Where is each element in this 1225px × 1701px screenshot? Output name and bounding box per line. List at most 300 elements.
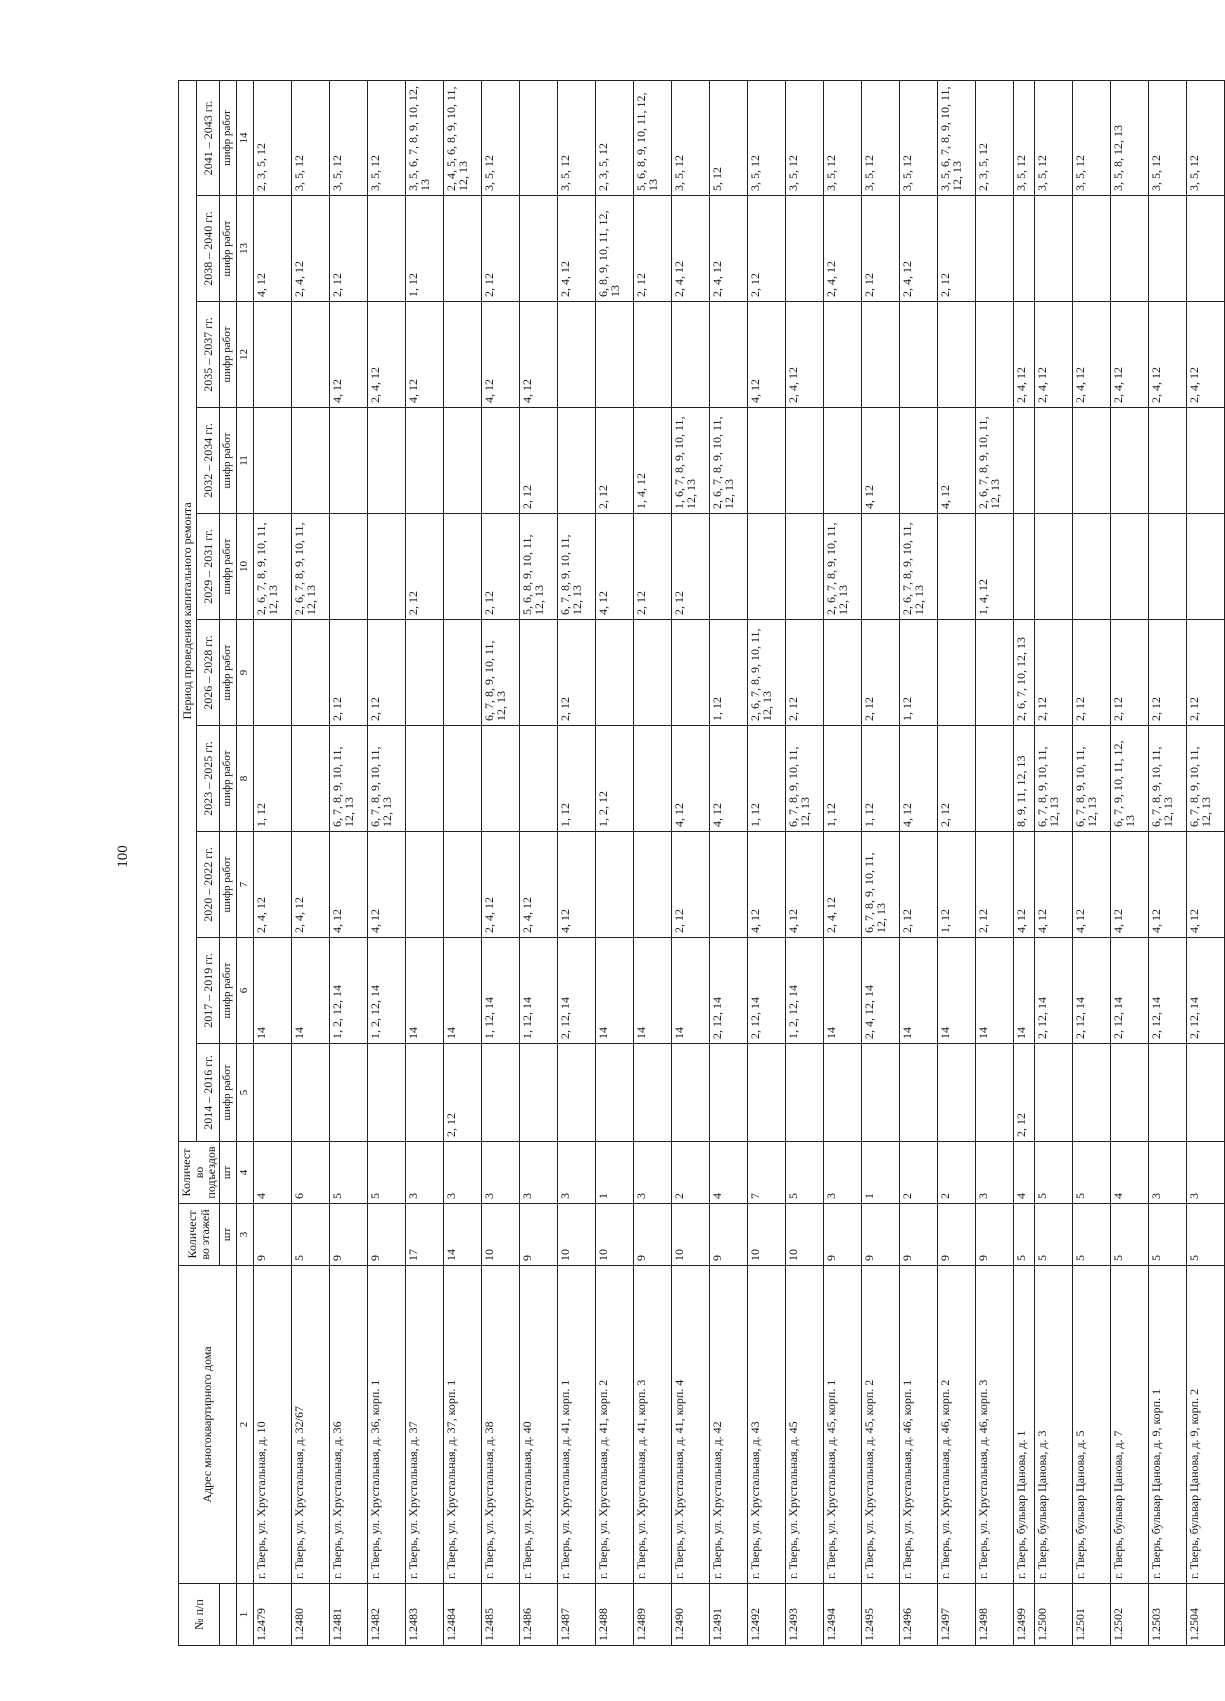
unit-work-code: шифр работ [219,80,236,195]
row-period-4-codes: 6, 7, 8, 9, 10, 11, 12, 13 [1072,726,1110,832]
row-period-9-codes [975,196,1013,302]
row-address: г. Тверь, бульвар Цанова, д. 9, корп. 1 [1148,1266,1186,1584]
row-period-10-codes: 3, 5, 12 [329,80,367,195]
row-period-8-codes [671,302,709,408]
row-period-1-codes [899,1044,937,1142]
row-period-3-codes [443,832,481,938]
row-address: г. Тверь, ул. Хрустальная, д. 41, корп. 2 [595,1266,633,1584]
row-address: г. Тверь, ул. Хрустальная, д. 38 [481,1266,519,1584]
row-period-3-codes: 2, 4, 12 [823,832,861,938]
row-period-10-codes: 3, 5, 12 [367,80,405,195]
table-row [405,80,443,1645]
row-period-1-codes [709,1044,747,1142]
row-number: 1.2498 [975,1584,1013,1646]
row-period-2-codes: 1, 12, 14 [481,938,519,1044]
row-period-7-codes [899,408,937,514]
row-number: 1.2499 [1013,1584,1034,1646]
row-period-4-codes: 6, 7, 8, 9, 10, 11, 12, 13 [1148,726,1186,832]
row-period-1-codes [823,1044,861,1142]
rotated-table-wrapper [178,81,1218,1646]
row-floors: 9 [937,1204,975,1266]
row-period-8-codes [937,302,975,408]
row-period-5-codes: 2, 12 [1186,620,1224,726]
row-period-2-codes: 2, 12, 14 [709,938,747,1044]
row-period-3-codes: 2, 4, 12 [481,832,519,938]
row-address: г. Тверь, ул. Хрустальная, д. 41, корп. 3 [633,1266,671,1584]
column-number: 12 [236,302,253,408]
row-entrances: 5 [1072,1142,1110,1204]
row-number: 1.2493 [785,1584,823,1646]
row-period-4-codes: 4, 12 [899,726,937,832]
row-period-5-codes: 2, 12 [1110,620,1148,726]
row-period-3-codes: 2, 12 [671,832,709,938]
row-period-5-codes: 2, 6, 7, 10, 12, 13 [1013,620,1034,726]
row-period-9-codes: 2, 12 [481,196,519,302]
unit-work-code: шифр работ [219,938,236,1044]
row-floors: 10 [785,1204,823,1266]
row-period-6-codes [709,514,747,620]
unit-work-code: шифр работ [219,620,236,726]
header-period-3: 2020 – 2022 гг. [197,832,220,938]
row-period-7-codes [1148,408,1186,514]
row-period-2-codes: 14 [975,938,1013,1044]
row-address: г. Тверь, ул. Хрустальная, д. 37, корп. 1 [443,1266,481,1584]
row-period-4-codes [481,726,519,832]
row-period-9-codes [1072,196,1110,302]
row-entrances: 3 [557,1142,595,1204]
row-period-8-codes: 2, 4, 12 [785,302,823,408]
row-period-3-codes: 2, 4, 12 [519,832,557,938]
row-period-1-codes [937,1044,975,1142]
table-row [1013,80,1034,1645]
row-period-6-codes [1072,514,1110,620]
row-period-7-codes [291,408,329,514]
row-period-4-codes: 6, 7, 8, 9, 10, 11, 12, 13 [1034,726,1072,832]
row-period-10-codes: 3, 5, 8, 12, 13 [1110,80,1148,195]
row-period-5-codes [823,620,861,726]
row-entrances: 3 [443,1142,481,1204]
row-period-5-codes: 1, 12 [899,620,937,726]
row-address: г. Тверь, ул. Хрустальная, д. 36 [329,1266,367,1584]
row-period-10-codes: 3, 5, 12 [1186,80,1224,195]
row-period-1-codes [785,1044,823,1142]
row-number: 1.2488 [595,1584,633,1646]
row-period-1-codes [367,1044,405,1142]
row-address: г. Тверь, ул. Хрустальная, д. 46, корп. 1 [899,1266,937,1584]
row-period-9-codes: 2, 4, 12 [709,196,747,302]
row-period-1-codes [253,1044,291,1142]
row-period-3-codes: 4, 12 [1148,832,1186,938]
row-address: г. Тверь, ул. Хрустальная, д. 10 [253,1266,291,1584]
table-row [1148,80,1186,1645]
row-period-4-codes: 1, 12 [253,726,291,832]
column-number: 8 [236,726,253,832]
unit-num-empty [219,1584,236,1646]
row-floors: 9 [633,1204,671,1266]
row-period-10-codes: 3, 5, 12 [1013,80,1034,195]
row-floors: 9 [253,1204,291,1266]
row-address: г. Тверь, ул. Хрустальная, д. 45, корп. 1 [823,1266,861,1584]
row-period-10-codes: 3, 5, 12 [481,80,519,195]
row-period-8-codes: 4, 12 [329,302,367,408]
row-period-2-codes: 1, 2, 12, 14 [785,938,823,1044]
row-period-1-codes [595,1044,633,1142]
row-period-2-codes: 2, 4, 12, 14 [861,938,899,1044]
row-period-7-codes [785,408,823,514]
row-period-7-codes [253,408,291,514]
row-period-5-codes [253,620,291,726]
row-period-4-codes: 8, 9, 11, 12, 13 [1013,726,1034,832]
row-period-6-codes: 2, 6, 7, 8, 9, 10, 11, 12, 13 [291,514,329,620]
row-period-5-codes [405,620,443,726]
row-period-2-codes: 2, 12, 14 [747,938,785,1044]
row-period-6-codes: 2, 12 [633,514,671,620]
column-number: 14 [236,80,253,195]
row-number: 1.2497 [937,1584,975,1646]
row-period-7-codes [1072,408,1110,514]
row-number: 1.2504 [1186,1584,1224,1646]
unit-work-code: шифр работ [219,408,236,514]
row-period-6-codes: 2, 12 [671,514,709,620]
row-address: г. Тверь, бульвар Цанова, д. 7 [1110,1266,1148,1584]
row-period-6-codes [747,514,785,620]
row-period-10-codes: 3, 5, 12 [1148,80,1186,195]
row-number: 1.2480 [291,1584,329,1646]
row-period-4-codes: 1, 12 [557,726,595,832]
row-period-7-codes [747,408,785,514]
row-entrances: 2 [671,1142,709,1204]
row-address: г. Тверь, ул. Хрустальная, д. 46, корп. 3 [975,1266,1013,1584]
row-number: 1.2489 [633,1584,671,1646]
table-row [1186,80,1224,1645]
row-period-3-codes: 4, 12 [1110,832,1148,938]
row-period-6-codes: 2, 12 [481,514,519,620]
unit-floors: шт [219,1204,236,1266]
row-period-9-codes: 2, 4, 12 [557,196,595,302]
row-entrances: 6 [291,1142,329,1204]
table-row [861,80,899,1645]
row-floors: 10 [671,1204,709,1266]
table-row [1072,80,1110,1645]
row-number: 1.2491 [709,1584,747,1646]
row-period-6-codes [785,514,823,620]
row-period-3-codes: 4, 12 [1034,832,1072,938]
row-period-3-codes [595,832,633,938]
row-period-9-codes: 2, 12 [633,196,671,302]
row-period-6-codes: 2, 6, 7, 8, 9, 10, 11, 12, 13 [253,514,291,620]
row-period-7-codes [1110,408,1148,514]
row-period-1-codes [405,1044,443,1142]
row-address: г. Тверь, ул. Хрустальная, д. 40 [519,1266,557,1584]
column-number: 11 [236,408,253,514]
table-row [595,80,633,1645]
column-number: 3 [236,1204,253,1266]
row-floors: 9 [709,1204,747,1266]
row-period-2-codes: 2, 12, 14 [1110,938,1148,1044]
row-period-4-codes: 1, 12 [861,726,899,832]
row-entrances: 5 [329,1142,367,1204]
column-number: 4 [236,1142,253,1204]
row-period-8-codes: 4, 12 [519,302,557,408]
row-period-1-codes [329,1044,367,1142]
row-period-5-codes: 2, 12 [1072,620,1110,726]
unit-work-code: шифр работ [219,726,236,832]
row-entrances: 2 [899,1142,937,1204]
row-period-6-codes [1110,514,1148,620]
row-period-7-codes [367,408,405,514]
row-period-9-codes: 1, 12 [405,196,443,302]
row-number: 1.2485 [481,1584,519,1646]
row-period-8-codes [975,302,1013,408]
row-number: 1.2487 [557,1584,595,1646]
row-number: 1.2479 [253,1584,291,1646]
row-period-6-codes: 2, 6, 7, 8, 9, 10, 11, 12, 13 [899,514,937,620]
row-period-8-codes: 2, 4, 12 [1034,302,1072,408]
row-period-9-codes: 2, 4, 12 [823,196,861,302]
row-period-2-codes: 14 [633,938,671,1044]
row-period-1-codes [671,1044,709,1142]
row-address: г. Тверь, бульвар Цанова, д. 9, корп. 2 [1186,1266,1224,1584]
row-period-3-codes [405,832,443,938]
row-period-2-codes: 2, 12, 14 [1186,938,1224,1044]
table-row [329,80,367,1645]
row-floors: 9 [861,1204,899,1266]
row-number: 1.2484 [443,1584,481,1646]
row-address: г. Тверь, ул. Хрустальная, д. 45 [785,1266,823,1584]
row-period-9-codes [785,196,823,302]
column-number: 2 [236,1266,253,1584]
row-period-10-codes: 2, 3, 5, 12 [253,80,291,195]
row-period-5-codes: 2, 12 [557,620,595,726]
unit-work-code: шифр работ [219,196,236,302]
row-period-7-codes: 2, 12 [519,408,557,514]
row-entrances: 3 [1186,1142,1224,1204]
row-period-1-codes [557,1044,595,1142]
header-period-1: 2014 – 2016 гг. [197,1044,220,1142]
table-row [937,80,975,1645]
unit-entrances: шт [219,1142,236,1204]
row-address: г. Тверь, бульвар Цанова, д. 1 [1013,1266,1034,1584]
row-floors: 5 [1148,1204,1186,1266]
row-period-2-codes: 14 [405,938,443,1044]
row-period-5-codes: 6, 7, 8, 9, 10, 11, 12, 13 [481,620,519,726]
row-floors: 14 [443,1204,481,1266]
header-period-5: 2026 – 2028 гг. [197,620,220,726]
row-period-9-codes [443,196,481,302]
row-period-3-codes: 4, 12 [329,832,367,938]
row-floors: 5 [1034,1204,1072,1266]
row-period-4-codes: 1, 12 [747,726,785,832]
row-period-3-codes: 4, 12 [1013,832,1034,938]
row-period-9-codes: 2, 12 [329,196,367,302]
row-floors: 17 [405,1204,443,1266]
row-address: г. Тверь, ул. Хрустальная, д. 37 [405,1266,443,1584]
row-period-10-codes [519,80,557,195]
row-period-4-codes: 2, 12 [937,726,975,832]
row-floors: 5 [1110,1204,1148,1266]
row-period-2-codes: 2, 12, 14 [1034,938,1072,1044]
row-entrances: 7 [747,1142,785,1204]
header-num: № п/п [179,1584,220,1646]
row-period-1-codes [861,1044,899,1142]
row-period-1-codes [1110,1044,1148,1142]
row-entrances: 3 [1148,1142,1186,1204]
header-period-group: Период проведения капитального ремонта [179,80,197,1141]
table-row [481,80,519,1645]
row-period-1-codes [747,1044,785,1142]
row-period-3-codes: 4, 12 [367,832,405,938]
row-period-4-codes: 6, 7, 9, 10, 11, 12, 13 [1110,726,1148,832]
header-floors: Количество этажей [179,1204,220,1266]
unit-work-code: шифр работ [219,1044,236,1142]
row-period-5-codes: 2, 12 [329,620,367,726]
row-entrances: 3 [481,1142,519,1204]
header-period-4: 2023 – 2025 гг. [197,726,220,832]
page-number: 100 [114,845,131,868]
row-period-3-codes: 4, 12 [785,832,823,938]
row-period-10-codes: 3, 5, 12 [861,80,899,195]
row-period-6-codes [937,514,975,620]
row-period-2-codes: 2, 12, 14 [1148,938,1186,1044]
row-period-6-codes [1148,514,1186,620]
row-period-10-codes: 3, 5, 12 [785,80,823,195]
row-period-8-codes: 2, 4, 12 [1110,302,1148,408]
row-period-2-codes: 14 [443,938,481,1044]
row-address: г. Тверь, ул. Хрустальная, д. 41, корп. 4 [671,1266,709,1584]
header-period-2: 2017 – 2019 гг. [197,938,220,1044]
row-period-2-codes: 14 [899,938,937,1044]
row-number: 1.2496 [899,1584,937,1646]
row-period-6-codes [367,514,405,620]
row-entrances: 3 [633,1142,671,1204]
row-address: г. Тверь, ул. Хрустальная, д. 46, корп. 2 [937,1266,975,1584]
row-period-4-codes [975,726,1013,832]
row-period-9-codes: 2, 12 [937,196,975,302]
row-period-3-codes [709,832,747,938]
header-period-8: 2035 – 2037 гг. [197,302,220,408]
table-row [785,80,823,1645]
row-period-1-codes [481,1044,519,1142]
row-period-5-codes [671,620,709,726]
row-number: 1.2492 [747,1584,785,1646]
row-period-4-codes [291,726,329,832]
row-period-4-codes: 6, 7, 8, 9, 10, 11, 12, 13 [367,726,405,832]
row-period-2-codes: 2, 12, 14 [557,938,595,1044]
row-period-3-codes [633,832,671,938]
row-floors: 9 [899,1204,937,1266]
row-period-7-codes: 4, 12 [861,408,899,514]
row-floors: 10 [595,1204,633,1266]
row-number: 1.2482 [367,1584,405,1646]
row-period-9-codes [1186,196,1224,302]
row-entrances: 5 [367,1142,405,1204]
row-period-9-codes: 2, 4, 12 [291,196,329,302]
row-period-9-codes: 2, 4, 12 [899,196,937,302]
header-period-10: 2041 – 2043 гг. [197,80,220,195]
row-period-7-codes: 4, 12 [937,408,975,514]
row-entrances: 3 [519,1142,557,1204]
row-period-7-codes: 2, 6, 7, 8, 9, 10, 11, 12, 13 [709,408,747,514]
row-period-8-codes: 4, 12 [405,302,443,408]
table-row [1034,80,1072,1645]
row-period-4-codes: 6, 7, 8, 9, 10, 11, 12, 13 [785,726,823,832]
row-period-6-codes [861,514,899,620]
header-period-7: 2032 – 2034 гг. [197,408,220,514]
row-address: г. Тверь, ул. Хрустальная, д. 45, корп. 2 [861,1266,899,1584]
row-period-4-codes [443,726,481,832]
row-number: 1.2483 [405,1584,443,1646]
row-period-8-codes [899,302,937,408]
row-period-1-codes [633,1044,671,1142]
row-period-2-codes: 1, 12, 14 [519,938,557,1044]
table-row [291,80,329,1645]
table-row [709,80,747,1645]
row-floors: 9 [519,1204,557,1266]
header-address: Адрес многоквартирного дома [179,1266,237,1584]
row-period-4-codes [519,726,557,832]
row-number: 1.2494 [823,1584,861,1646]
row-period-8-codes: 4, 12 [747,302,785,408]
row-period-10-codes: 3, 5, 12 [291,80,329,195]
row-period-2-codes: 2, 12, 14 [1072,938,1110,1044]
row-period-8-codes: 2, 4, 12 [1072,302,1110,408]
row-period-2-codes: 14 [595,938,633,1044]
column-number: 9 [236,620,253,726]
table-row [975,80,1013,1645]
row-period-3-codes: 2, 12 [899,832,937,938]
row-period-3-codes: 4, 12 [747,832,785,938]
row-period-1-codes: 2, 12 [1013,1044,1034,1142]
row-period-5-codes: 2, 6, 7, 8, 9, 10, 11, 12, 13 [747,620,785,726]
row-period-1-codes [1186,1044,1224,1142]
table-row [367,80,405,1645]
row-period-10-codes: 2, 3, 5, 12 [975,80,1013,195]
row-entrances: 4 [709,1142,747,1204]
row-period-4-codes: 4, 12 [671,726,709,832]
row-period-8-codes [291,302,329,408]
row-address: г. Тверь, бульвар Цанова, д. 5 [1072,1266,1110,1584]
row-period-4-codes: 1, 12 [823,726,861,832]
table-row [519,80,557,1645]
row-period-5-codes: 2, 12 [1034,620,1072,726]
row-number: 1.2486 [519,1584,557,1646]
row-address: г. Тверь, ул. Хрустальная, д. 36, корп. 1 [367,1266,405,1584]
row-period-3-codes: 4, 12 [1186,832,1224,938]
row-period-5-codes: 2, 12 [861,620,899,726]
row-period-8-codes: 2, 4, 12 [1013,302,1034,408]
row-period-9-codes: 2, 12 [861,196,899,302]
row-period-2-codes: 14 [253,938,291,1044]
table-row [633,80,671,1645]
row-period-3-codes: 2, 4, 12 [253,832,291,938]
column-number: 13 [236,196,253,302]
row-period-6-codes [329,514,367,620]
row-period-4-codes [633,726,671,832]
row-period-7-codes: 1, 4, 12 [633,408,671,514]
row-period-6-codes: 1, 4, 12 [975,514,1013,620]
row-period-9-codes [1013,196,1034,302]
row-period-10-codes: 3, 5, 6, 7, 8, 9, 10, 11, 12, 13 [937,80,975,195]
capital-repair-table [178,80,1225,1646]
row-number: 1.2500 [1034,1584,1072,1646]
row-number: 1.2502 [1110,1584,1148,1646]
row-period-7-codes [823,408,861,514]
row-period-2-codes: 14 [1013,938,1034,1044]
row-period-2-codes: 1, 2, 12, 14 [329,938,367,1044]
row-floors: 9 [367,1204,405,1266]
row-period-10-codes: 3, 5, 12 [1072,80,1110,195]
row-period-4-codes: 4, 12 [709,726,747,832]
